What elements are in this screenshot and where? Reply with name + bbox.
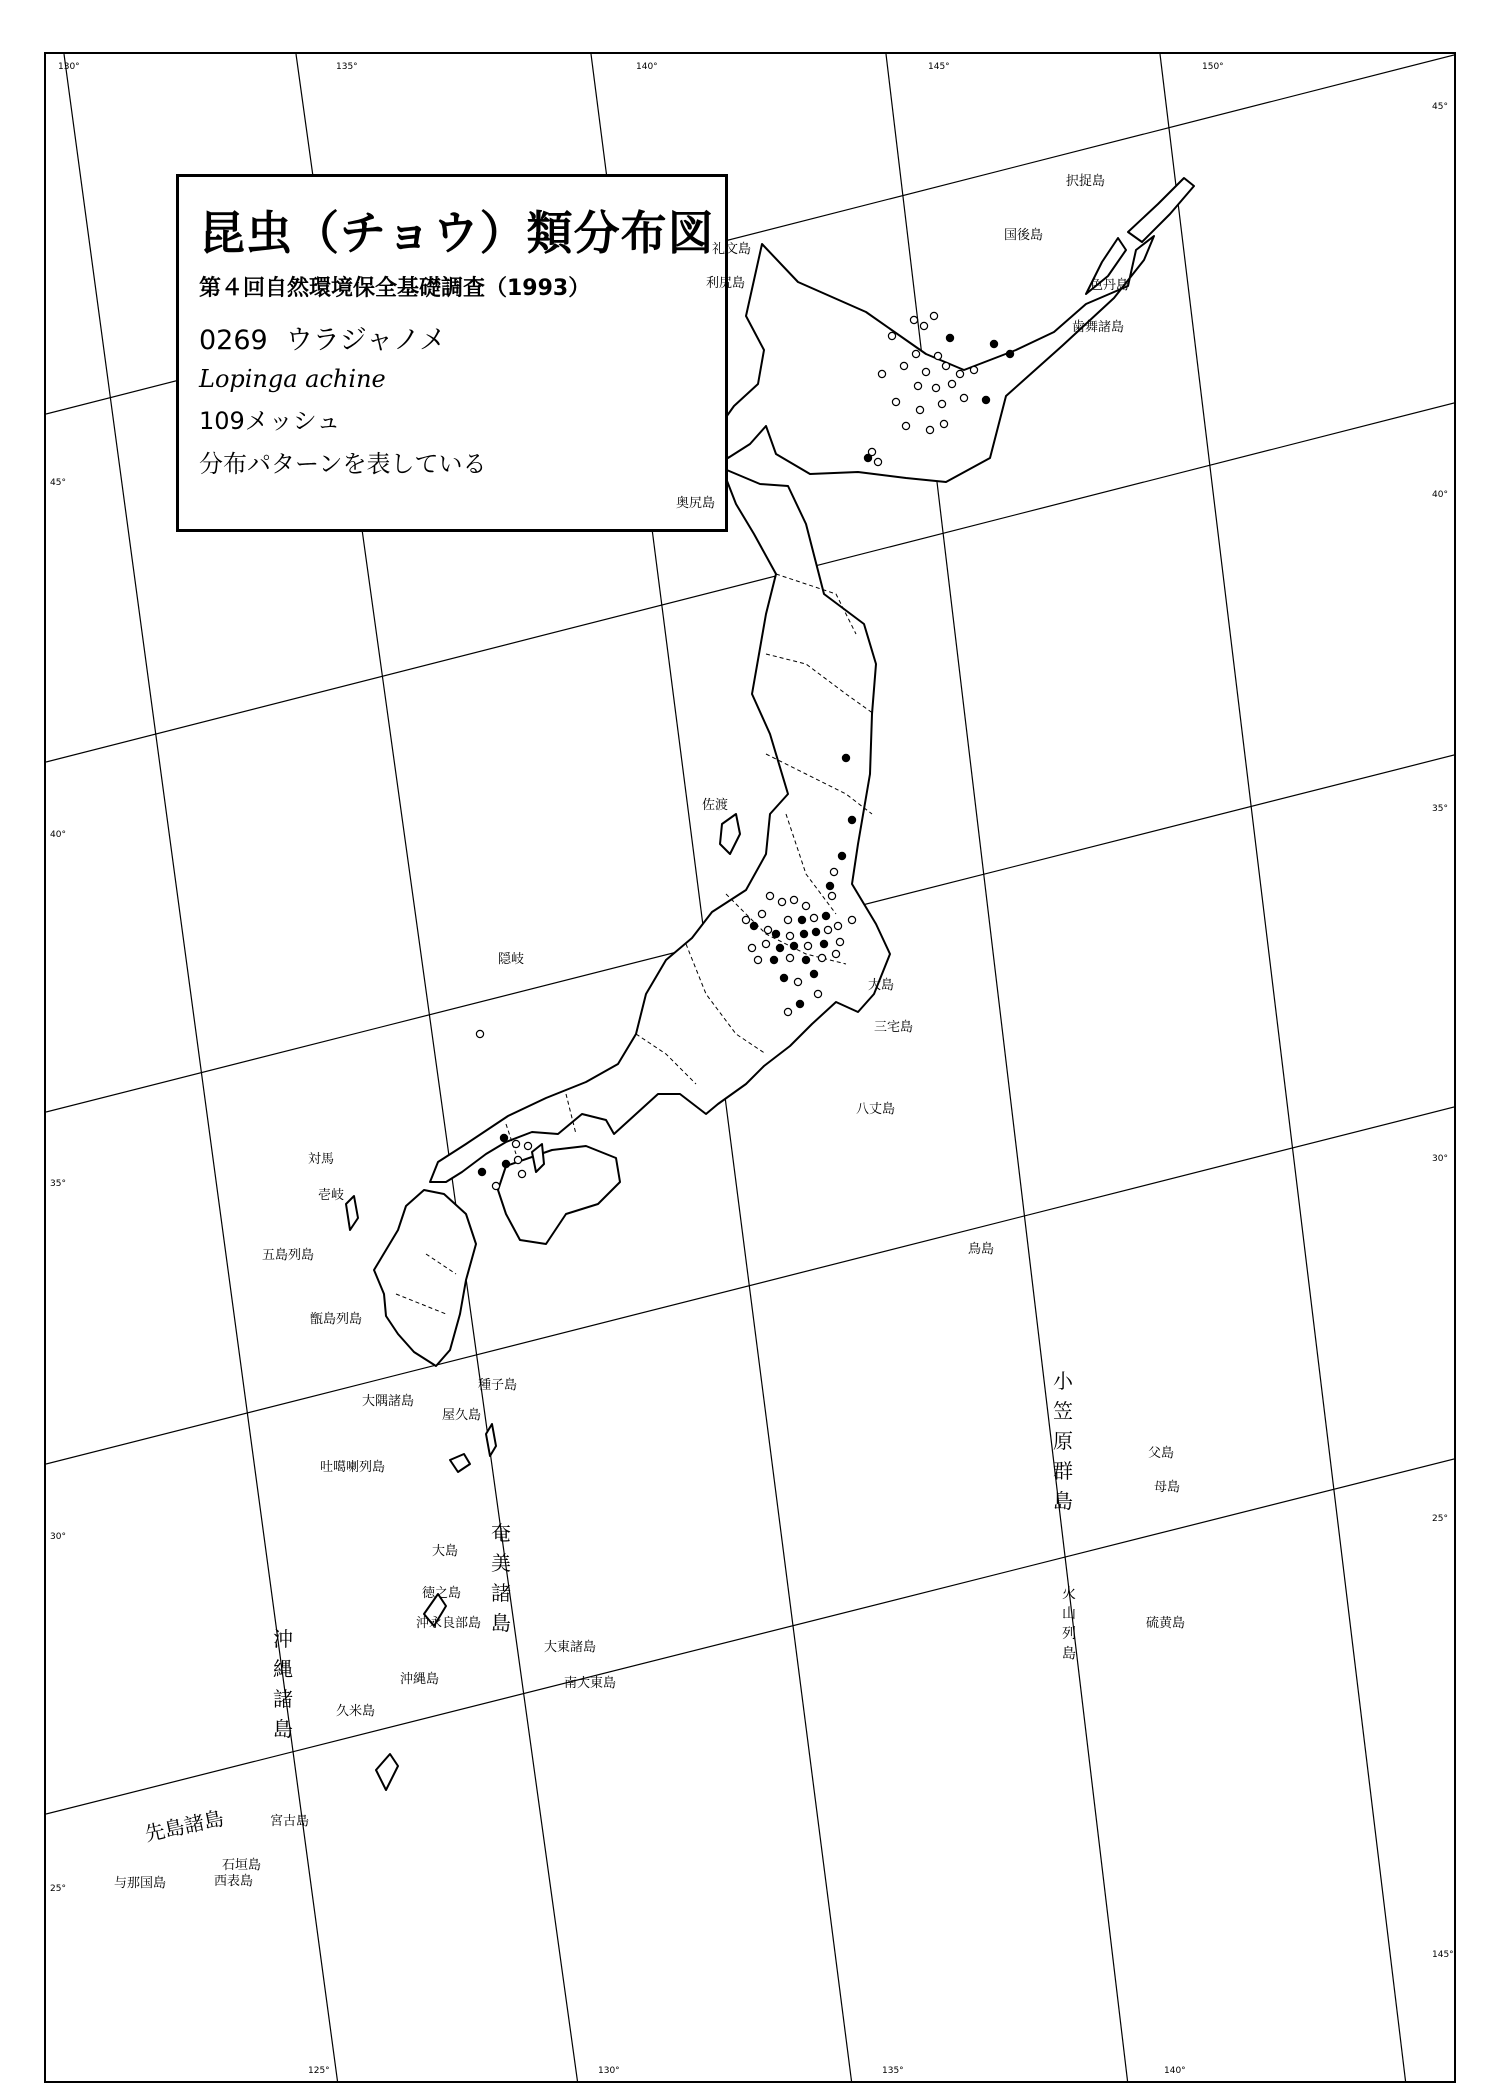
open-marker: [922, 368, 929, 375]
recorded-marker: [772, 930, 779, 937]
open-marker: [810, 914, 817, 921]
label-sado: 佐渡: [702, 798, 729, 813]
recorded-marker: [798, 916, 805, 923]
deg-bottom-125: 125°: [308, 2066, 330, 2076]
open-marker: [764, 926, 771, 933]
open-marker: [948, 380, 955, 387]
label-tsushima: 対馬: [308, 1152, 335, 1167]
open-marker: [814, 990, 821, 997]
label-tokunoshima: 徳之島: [422, 1586, 462, 1601]
open-marker: [492, 1182, 499, 1189]
open-marker: [836, 938, 843, 945]
label-okushiri: 奥尻島: [676, 496, 716, 511]
deg-top-140: 140°: [636, 62, 658, 72]
open-marker: [786, 932, 793, 939]
open-marker: [762, 940, 769, 947]
label-etorofu: 択捉島: [1066, 174, 1106, 189]
open-marker: [802, 902, 809, 909]
label-okinawa: 沖縄島: [400, 1672, 440, 1687]
label-kume: 久米島: [336, 1704, 376, 1719]
sado-outline: [720, 814, 740, 854]
open-marker: [920, 322, 927, 329]
open-marker: [754, 956, 761, 963]
open-marker: [784, 1008, 791, 1015]
open-marker: [786, 954, 793, 961]
mesh-count: 109メッシュ: [199, 407, 341, 435]
open-marker: [476, 1030, 483, 1037]
open-marker: [902, 422, 909, 429]
label-yakushima: 屋久島: [442, 1408, 482, 1423]
kyushu-outline: [374, 1190, 476, 1366]
deg-bottom-140: 140°: [1164, 2066, 1186, 2076]
label-miyake: 三宅島: [874, 1020, 914, 1035]
open-marker: [900, 362, 907, 369]
open-marker: [892, 398, 899, 405]
label-tokara: 吐噶喇列島: [320, 1460, 386, 1475]
label-rebun: 礼文島: [712, 242, 752, 257]
open-marker: [848, 916, 855, 923]
species-line: [199, 318, 705, 357]
open-marker: [942, 362, 949, 369]
open-marker: [518, 1170, 525, 1177]
open-marker: [748, 944, 755, 951]
recorded-marker: [780, 974, 787, 981]
label-rishiri: 利尻島: [706, 276, 746, 291]
open-marker: [524, 1142, 531, 1149]
deg-top-135: 135°: [336, 62, 358, 72]
graticule-line: [46, 1458, 1456, 1814]
recorded-marker: [838, 852, 845, 859]
open-marker: [926, 426, 933, 433]
recorded-marker: [990, 340, 997, 347]
recorded-marker: [812, 928, 819, 935]
open-marker: [916, 406, 923, 413]
open-marker: [828, 892, 835, 899]
deg-right-40: 40°: [1432, 490, 1448, 500]
okinawa-outline: [376, 1754, 398, 1790]
deg-top-145: 145°: [928, 62, 950, 72]
label-osumi: 大隅諸島: [362, 1394, 415, 1409]
deg-bottom-135: 135°: [882, 2066, 904, 2076]
open-marker: [888, 332, 895, 339]
label-miyako: 宮古島: [270, 1814, 310, 1829]
label-amami-group: 奄 美 諸 島: [491, 1521, 511, 1635]
tsushima-outline: [346, 1196, 358, 1230]
map-frame: [44, 52, 1456, 2083]
deg-left-40: 40°: [50, 830, 66, 840]
recorded-marker: [502, 1160, 509, 1167]
label-oshima: 大島: [868, 978, 895, 993]
label-kazan-group: 火 山 列 島: [1062, 1586, 1076, 1662]
survey-name: 第４回自然環境保全基礎調査（1993）: [199, 276, 591, 301]
label-ogasawara-group: 小 笠 原 群 島: [1053, 1369, 1073, 1513]
deg-left-45: 45°: [50, 478, 66, 488]
recorded-marker: [946, 334, 953, 341]
deg-right-30: 30°: [1432, 1154, 1448, 1164]
recorded-marker: [848, 816, 855, 823]
recorded-marker: [982, 396, 989, 403]
map-legend: [176, 174, 728, 532]
deg-right-25: 25°: [1432, 1514, 1448, 1524]
species-code: 0269: [199, 325, 268, 356]
recorded-marker: [790, 942, 797, 949]
deg-bottom-130: 130°: [598, 2066, 620, 2076]
label-minamidaito: 南大東島: [564, 1676, 617, 1691]
open-marker: [912, 350, 919, 357]
pattern-note: 分布パターンを表している: [199, 450, 487, 478]
open-marker: [868, 448, 875, 455]
open-marker: [874, 458, 881, 465]
label-oki: 隠岐: [498, 952, 525, 967]
open-marker: [932, 384, 939, 391]
recorded-marker: [776, 944, 783, 951]
recorded-marker: [770, 956, 777, 963]
tanegashima-outline: [486, 1424, 496, 1456]
recorded-marker: [822, 912, 829, 919]
label-hahajima: 母島: [1154, 1480, 1181, 1495]
open-marker: [742, 916, 749, 923]
open-marker: [914, 382, 921, 389]
label-chichijima: 父島: [1148, 1446, 1175, 1461]
open-marker: [830, 868, 837, 875]
open-marker: [960, 394, 967, 401]
open-marker: [778, 898, 785, 905]
scientific-name: Lopinga achine: [199, 365, 386, 393]
label-habomai: 歯舞諸島: [1072, 320, 1125, 335]
recorded-marker: [826, 882, 833, 889]
open-marker: [938, 400, 945, 407]
label-yonaguni: 与那国島: [114, 1876, 167, 1891]
label-koshiki: 甑島列島: [310, 1312, 363, 1327]
recorded-marker: [800, 930, 807, 937]
honshu-outline: [430, 468, 890, 1182]
recorded-marker: [500, 1134, 507, 1141]
open-marker: [930, 312, 937, 319]
open-marker: [758, 910, 765, 917]
label-sakishima-group: 先島諸島: [142, 1805, 226, 1847]
deg-left-35: 35°: [50, 1179, 66, 1189]
label-torishima: 鳥島: [968, 1242, 995, 1257]
yakushima-outline: [450, 1454, 470, 1472]
open-marker: [832, 950, 839, 957]
legend-title: 昆虫（チョウ）類分布図: [199, 206, 715, 260]
hokkaido-outline: [714, 236, 1154, 482]
species-name: ウラジャノメ: [285, 325, 447, 356]
open-marker: [824, 926, 831, 933]
open-marker: [940, 420, 947, 427]
deg-right-45: 45°: [1432, 102, 1448, 112]
label-okinoerabu: 沖永良部島: [416, 1616, 482, 1631]
recorded-marker: [810, 970, 817, 977]
open-marker: [934, 352, 941, 359]
open-marker: [794, 978, 801, 985]
open-marker: [956, 370, 963, 377]
deg-left-30: 30°: [50, 1532, 66, 1542]
label-iriomote: 西表島: [214, 1874, 254, 1889]
label-iki: 壱岐: [318, 1188, 345, 1203]
graticule-line: [1160, 54, 1406, 2083]
recorded-marker: [1006, 350, 1013, 357]
open-marker: [766, 892, 773, 899]
open-marker: [514, 1156, 521, 1163]
etorofu-outline: [1128, 178, 1194, 242]
open-marker: [804, 942, 811, 949]
label-tanegashima: 種子島: [478, 1378, 518, 1393]
deg-top-150: 150°: [1202, 62, 1224, 72]
recorded-marker: [820, 940, 827, 947]
label-ishigaki: 石垣島: [222, 1858, 262, 1873]
open-marker: [784, 916, 791, 923]
graticule-line: [46, 1106, 1456, 1464]
deg-left-25: 25°: [50, 1884, 66, 1894]
open-marker: [834, 922, 841, 929]
deg-right-35: 35°: [1432, 804, 1448, 814]
label-goto: 五島列島: [262, 1248, 315, 1263]
label-daito: 大東諸島: [544, 1640, 597, 1655]
label-kunashiri: 国後島: [1004, 228, 1044, 243]
open-marker: [818, 954, 825, 961]
recorded-marker: [802, 956, 809, 963]
label-amami-oshima: 大島: [432, 1544, 459, 1559]
label-shikotan: 色丹島: [1090, 278, 1130, 293]
open-marker: [910, 316, 917, 323]
open-marker: [970, 366, 977, 373]
recorded-marker: [478, 1168, 485, 1175]
recorded-marker: [842, 754, 849, 761]
recorded-marker: [750, 922, 757, 929]
label-hachijo: 八丈島: [856, 1102, 896, 1117]
open-marker: [878, 370, 885, 377]
open-marker: [790, 896, 797, 903]
deg-top-130: 130°: [58, 62, 80, 72]
deg-right-145: 145°: [1432, 1950, 1454, 1960]
open-marker: [512, 1140, 519, 1147]
recorded-marker: [796, 1000, 803, 1007]
label-iwoto: 硫黄島: [1146, 1616, 1186, 1631]
label-okinawa-group: 沖 縄 諸 島: [273, 1627, 293, 1741]
